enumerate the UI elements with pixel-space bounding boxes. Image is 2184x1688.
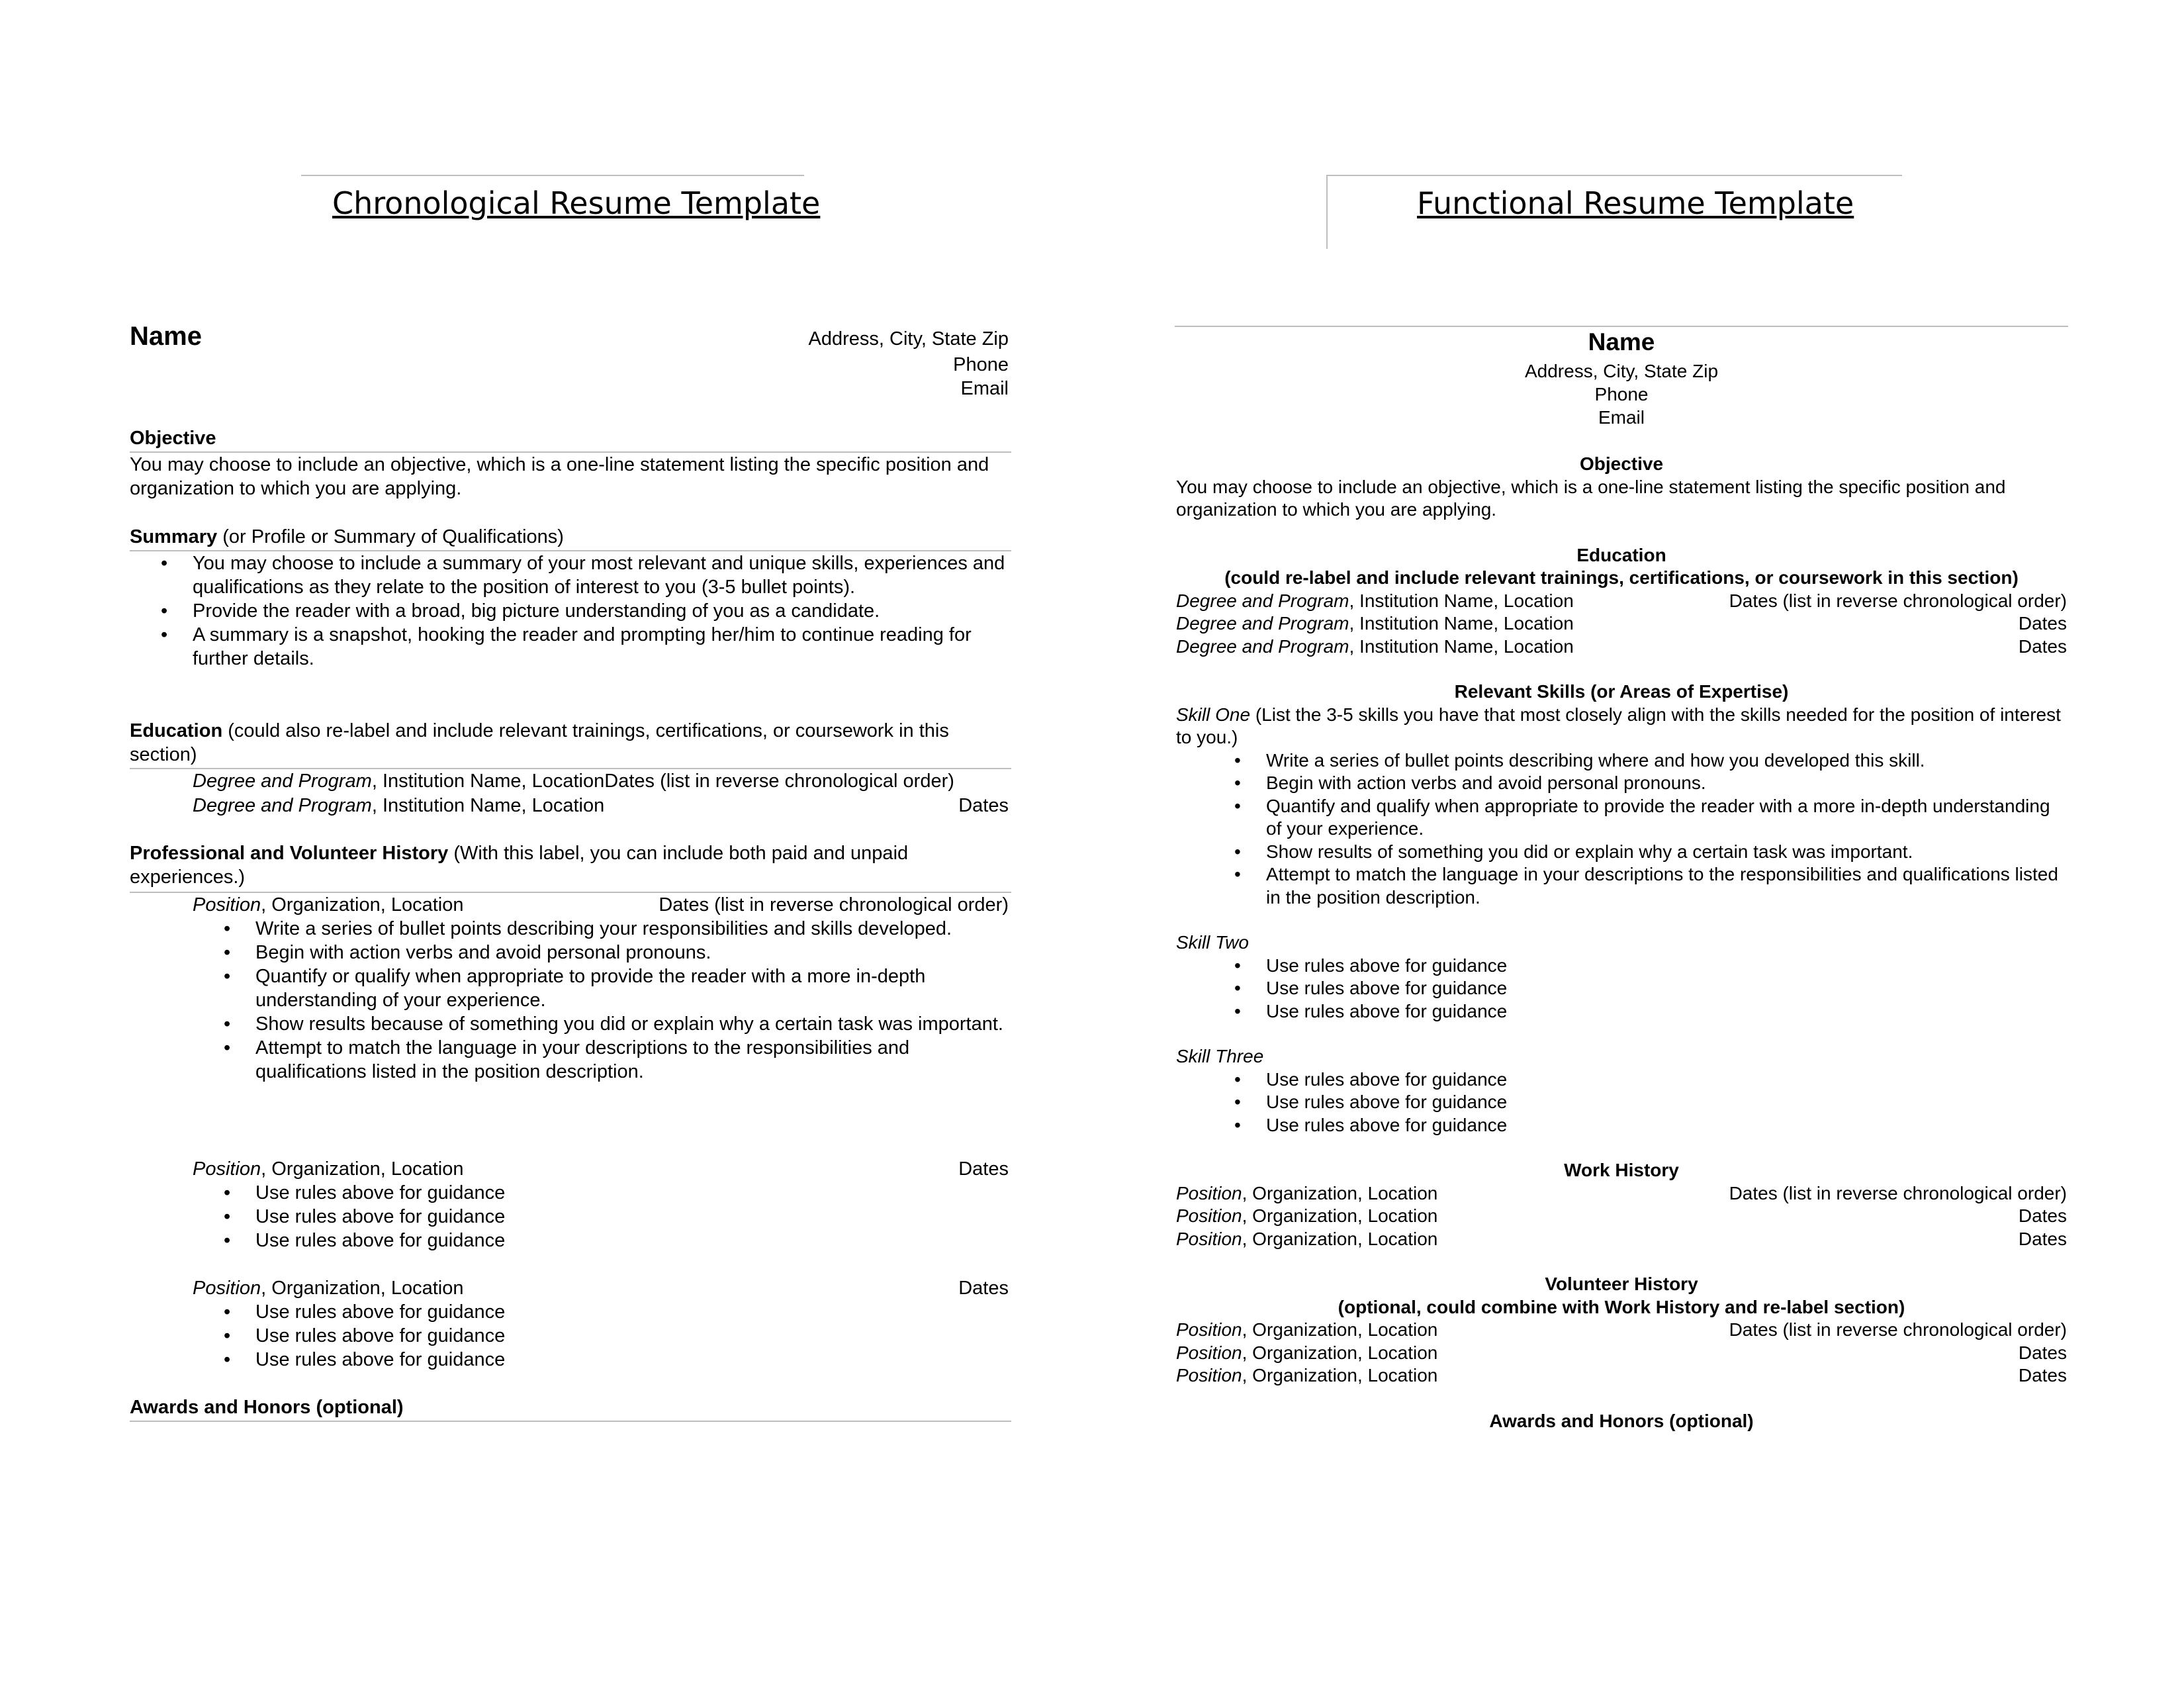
chrono-job-2-header: Position, Organization, Location Dates [193,1158,1009,1180]
func-name: Name [1588,328,1655,355]
func-work-row-3: Position, Organization, Location Dates [1176,1228,2067,1249]
func-template-title: Functional Resume Template [1417,185,1854,221]
list-item: • Provide the reader with a broad, big picture understanding of you as a candidate. [161,600,880,622]
func-education-row-1: Degree and Program, Institution Name, Location Dates (list in reverse chronological order) [1176,590,2067,611]
chrono-job-2-bullets [224,1181,1003,1252]
func-education-row-3: Degree and Program, Institution Name, Location Dates [1176,635,2067,657]
chrono-education-heading-note: (could also re-label and include relevant trainings, certifications, or coursework in this section) [130,720,949,765]
list-item: • Attempt to match the language in your descriptions to the responsibilities and qualifications listed in the position description. [1234,864,2058,908]
chrono-phone: Phone [953,354,1009,375]
list-item: • Quantify or qualify when appropriate to provide the reader with a more in-depth understanding of your experience. [224,966,926,1011]
func-skill-2-name: Skill Two [1176,932,1249,953]
list-item: • A summary is a snapshot, hooking the reader and prompting her/him to continue reading for further details. [161,624,972,669]
list-item: • You may choose to include a summary of your most relevant and unique skills, experiences and qualifications as they relate to the position of interest to you (3-5 bullet points). [161,553,1005,598]
func-volunteer-subheading: (optional, could combine with Work History and re-label section) [1338,1296,1905,1317]
func-header-rule [1175,326,2068,327]
list-item: • Use rules above for guidance [1234,1000,1508,1021]
chrono-awards-rule [130,1421,1011,1422]
func-education-heading: Education [1576,544,1666,565]
chrono-summary-heading-line [130,525,564,549]
func-objective-body: You may choose to include an objective, which is a one-line statement listing the specific position and organization to which you are applying. [1176,476,2006,520]
func-skill-3-bullets [1176,1068,2067,1137]
func-work-row-2: Position, Organization, Location Dates [1176,1205,2067,1226]
chrono-summary-heading: Summary [130,526,218,547]
list-item: • Write a series of bullet points describing where and how you developed this skill. [1234,749,1925,771]
func-awards-heading: Awards and Honors (optional) [1489,1410,1754,1431]
func-title-rule [1326,175,1902,176]
chrono-job-3-bullets [224,1300,1003,1372]
list-item: • Use rules above for guidance [224,1230,506,1251]
chrono-summary-heading-note: (or Profile or Summary of Qualifications) [217,526,564,547]
chrono-history-heading-line [130,841,1010,889]
list-item: • Use rules above for guidance [1234,1092,1508,1112]
func-volunteer-heading: Volunteer History [1545,1274,1698,1294]
func-address: Address, City, State Zip [1524,361,1719,381]
func-skill-2-bullets [1176,955,2067,1023]
chrono-awards-heading: Awards and Honors (optional) [130,1397,404,1418]
chrono-email: Email [960,378,1009,399]
list-item: • Use rules above for guidance [1234,1068,1508,1090]
func-skill-1-bullets [1176,749,2067,910]
list-item: • Use rules above for guidance [224,1206,506,1227]
list-item: • Quantify and qualify when appropriate to provide the reader with a more in-depth understanding of your experience. [1234,795,2050,839]
list-item: • Attempt to match the language in your descriptions to the responsibilities and qualifications listed in the position description. [224,1037,910,1082]
func-skill-3-name: Skill Three [1176,1046,1264,1066]
list-item: • Use rules above for guidance [224,1325,506,1346]
chrono-objective-heading: Objective [130,428,216,449]
chrono-education-heading: Education [130,720,223,741]
chrono-education-row-1: Degree and Program, Institution Name, LocationDates (list in reverse chronological order) [193,771,954,792]
list-item: • Use rules above for guidance [224,1301,506,1323]
list-item: • Begin with action verbs and avoid personal pronouns. [1234,773,1706,793]
func-education-row-2: Degree and Program, Institution Name, Location Dates [1176,613,2067,633]
func-skills-heading: Relevant Skills (or Areas of Expertise) [1454,681,1789,702]
func-volunteer-row-2: Position, Organization, Location Dates [1176,1342,2067,1363]
chrono-education-row-2: Degree and Program, Institution Name, Location [193,795,605,816]
list-item: • Use rules above for guidance [1234,955,1508,976]
chrono-job-1-bullets [224,917,1003,1084]
list-item: • Begin with action verbs and avoid personal pronouns. [224,942,711,963]
chrono-template-title: Chronological Resume Template [332,185,821,221]
chrono-address: Address, City, State Zip [808,328,1009,350]
chrono-name: Name [130,322,202,351]
func-volunteer-row-3: Position, Organization, Location Dates [1176,1365,2067,1385]
chrono-education-row-2-dates: Dates [958,795,1009,816]
chrono-education-heading-line [130,719,1010,767]
chrono-title-rule [301,175,804,176]
func-work-row-1: Position, Organization, Location Dates (list in reverse chronological order) [1176,1182,2067,1203]
func-title-vrule [1326,175,1328,249]
list-item: • Write a series of bullet points describing your responsibilities and skills developed. [224,918,952,939]
func-email: Email [1598,407,1645,428]
list-item: • Show results of something you did or explain why a certain task was important. [1234,841,1913,862]
chrono-history-heading: Professional and Volunteer History [130,843,449,864]
func-volunteer-row-1: Position, Organization, Location Dates (list in reverse chronological order) [1176,1319,2067,1340]
chrono-summary-bullets [161,551,1013,671]
list-item: • Use rules above for guidance [224,1349,506,1370]
func-phone: Phone [1594,384,1649,404]
func-body [1176,453,2067,1432]
chrono-job-1-header: Position, Organization, Location Dates (list in reverse chronological order) [193,894,1009,915]
chrono-history-heading-note: (With this label, you can include both paid and unpaid experiences.) [130,843,909,888]
func-work-heading: Work History [1564,1160,1679,1180]
list-item: • Use rules above for guidance [1234,978,1508,998]
func-skill-1-name: Skill One [1176,704,1251,725]
chrono-objective-body: You may choose to include an objective, which is a one-line statement listing the specific position and organization to which you are applying. [130,454,989,499]
func-skill-1-line: Skill One (List the 3-5 skills you have that most closely align with the skills needed for the position of interest to you.) [1176,704,2061,747]
func-education-subheading: (could re-label and include relevant trainings, certifications, or coursework in this section) [1224,567,2019,588]
list-item: • Use rules above for guidance [224,1182,506,1203]
list-item: • Use rules above for guidance [1234,1114,1508,1135]
list-item: • Show results because of something you did or explain why a certain task was important. [224,1013,1003,1035]
func-objective-heading: Objective [1579,453,1664,474]
chrono-job-3-header: Position, Organization, Location Dates [193,1278,1009,1299]
